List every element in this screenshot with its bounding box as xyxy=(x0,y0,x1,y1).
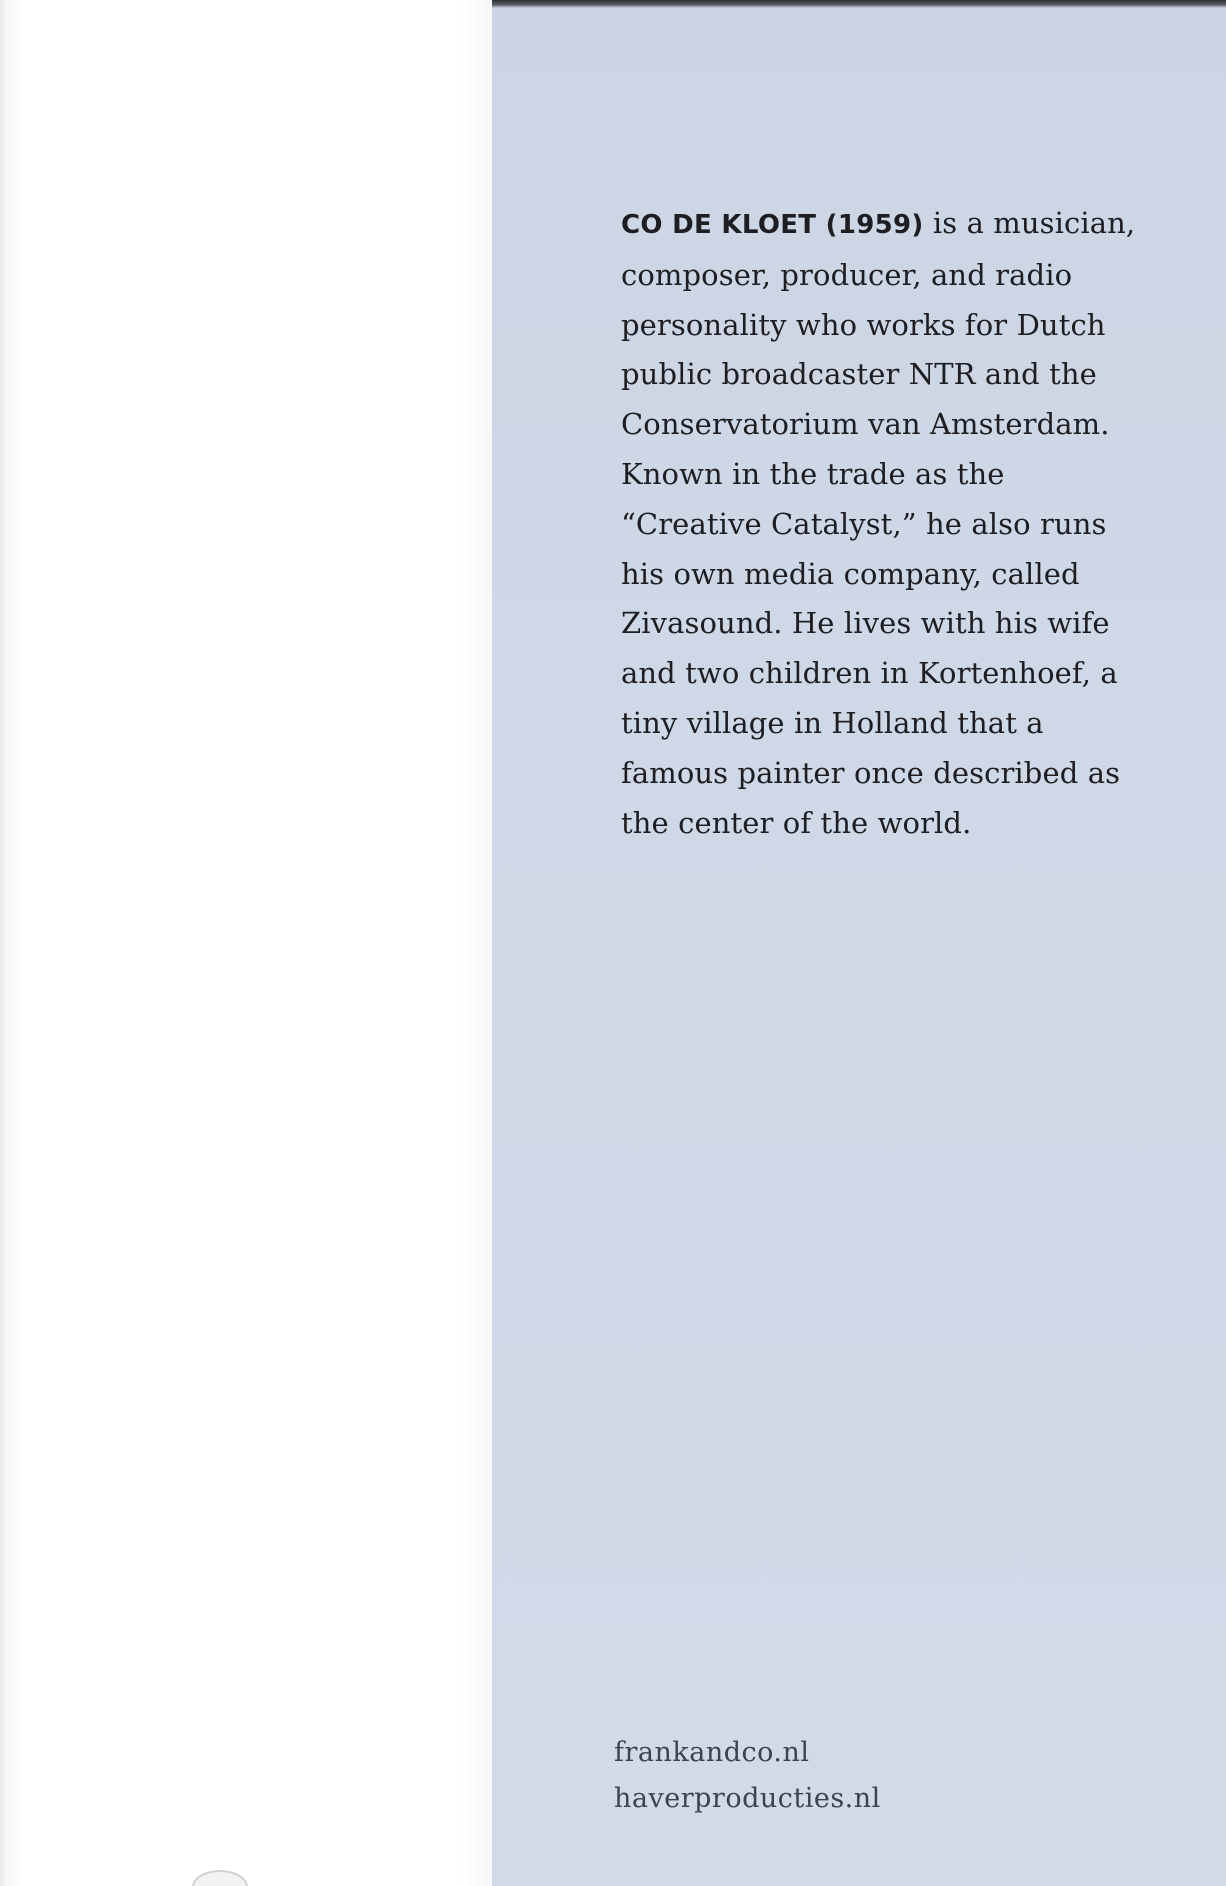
top-edge-shadow xyxy=(492,0,1226,8)
link-haverproducties[interactable]: haverproducties.nl xyxy=(614,1783,881,1814)
link-frankandco[interactable]: frankandco.nl xyxy=(614,1737,810,1768)
author-name: CO DE KLOET (1959) xyxy=(621,210,924,240)
author-bio xyxy=(621,199,1141,848)
author-bio-text: is a musician, composer, producer, and radio personality who works for Dutch public broadcaster NTR and the Conservatorium van Amsterdam. Known in the trade as the “Creative Catalyst,” he also runs his own media company, called Zivasound. He lives with his wife and two children in Kortenhoef, a tiny village in Holland that a famous painter once described as the center of the world. xyxy=(621,206,1136,840)
footer-links xyxy=(614,1730,881,1822)
white-flap-panel xyxy=(0,0,492,1886)
